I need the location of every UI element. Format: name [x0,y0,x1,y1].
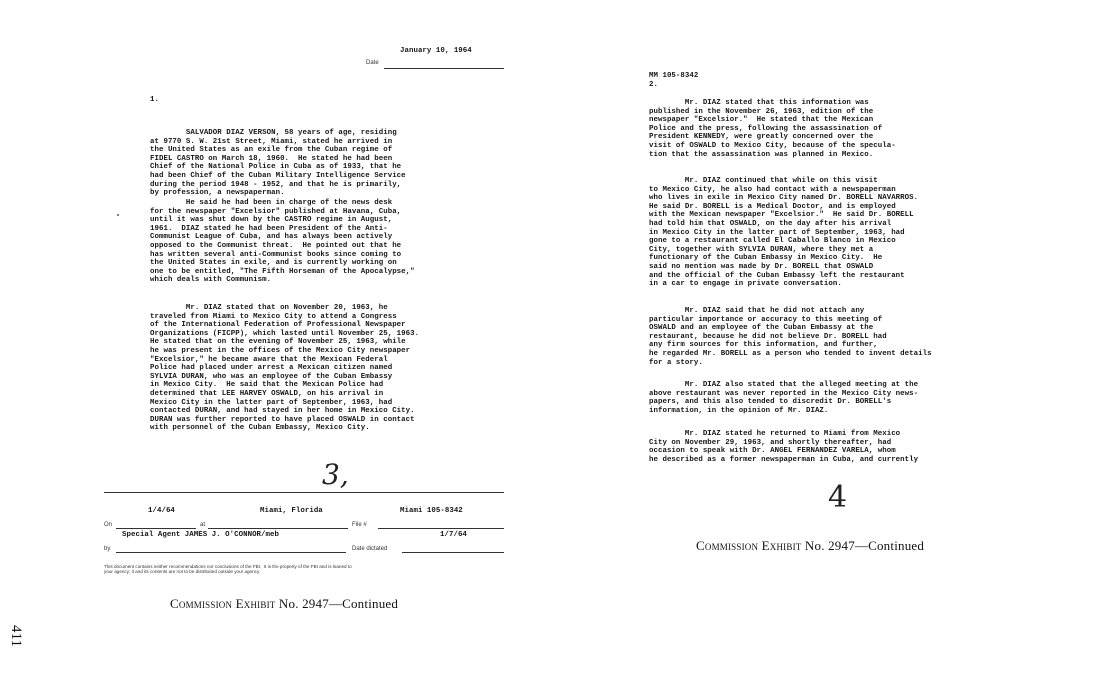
side-page-number: 411 [8,625,24,647]
form-by-rule [116,552,346,553]
form-on-rule [116,528,196,529]
page-number-left: 1. [150,96,159,104]
exhibit-caption-suffix: No. 2947—Continued [278,596,399,611]
exhibit-caption-right [696,538,924,554]
right-paragraph-5: Mr. DIAZ stated he returned to Miami from Mexico City on November 29, 1963, and shortly thereafter, had occasion to speak with Dr. ANGEL FERNANDEZ VARELA, whom he described as a former newspaperman in Cuba, and currently [649,430,919,464]
form-file-number: Miami 105-8342 [400,507,463,515]
form-location: Miami, Florida [260,507,323,515]
right-paragraph-2: Mr. DIAZ continued that while on this visit to Mexico City, he also had contact with a newspaperman who lives in exile in Mexico City named Dr. BORELL NAVARROS. He said Dr. BORELL is a Medical Doctor, and is employed with the Mexican newspaper "Excelsior." He said Dr. BORELL had told him that OSWALD, on the day after his arrival in Mexico City in the latter part of September, 1963, had gone to a restaurant called El Caballo Blanco in Mexico City, together with SYLVIA DURAN, where they met a functionary of the Cuban Embassy in Mexico City. He said no mention was made by Dr. BORELL that OSWALD and the official of the Cuban Embassy left the restaurant in a car to engage in private conversation. [649,177,919,289]
file-reference: MM 105-8342 [649,72,699,80]
form-on-label: On [104,522,113,528]
right-paragraph-4: Mr. DIAZ also stated that the alleged meeting at the above restaurant was never reported in the Mexico City news- papers, and this also tended to discredit Dr. BORELL's information, in the opinion of Mr. DIAZ. [649,381,919,415]
form-top-rule [104,492,504,493]
form-dictated-label: Date dictated [352,546,388,552]
form-file-label: File # [352,522,367,528]
right-paragraph-3: Mr. DIAZ said that he did not attach any particular importance or accuracy to this meeting of OSWALD and an employee of the Cuban Embassy at the restaurant, because he did not believe Dr. BORELL had any firm sources for this information, and further, he regarded Mr. BORELL as a person who tended to invent details for a story. [649,307,932,367]
form-by-label: by [104,546,111,552]
form-file-rule [378,528,504,529]
form-dictated-date: 1/7/64 [440,531,467,539]
page-number-right: 2. [649,81,658,89]
left-paragraph-2: He said he had been in charge of the news desk for the newspaper "Excelsior" published at Havana, Cuba, until it was shut down by the CASTRO regime in August, 1961. DIAZ stated he had been President of the Anti- Communist League of Cuba, and has always been actively opposed to the Communist threat. He pointed out that he has written several anti-Communist books since coming to the United States in exile, and is currently working on one to be entitled, "The Fifth Horseman of the Apocalypse," which deals with Communism. [150,199,415,285]
handwritten-page-number-right: 4 [828,480,848,515]
right-paragraph-1: Mr. DIAZ stated that this information was published in the November 26, 1963, edition of the newspaper "Excelsior." He stated that the Mexican Police and the press, following the assassination of President KENNEDY, were greatly concerned over the visit of OSWALD to Mexico City, because of the specula- tion that the assassination was planned in Mexico. [649,99,896,159]
date-label: Date [366,60,379,66]
form-by-agent: Special Agent JAMES J. O'CONNOR/meb [122,531,279,539]
exhibit-caption-left [170,596,398,612]
form-on-date: 1/4/64 [148,507,175,515]
form-at-label: at [200,522,206,528]
fbi-footer-note: This document contains neither recommendations nor conclusions of the FBI. It is the property of the FBI and is loaned to your agency; it and its contents are not to be distributed outside your agency. [104,564,352,575]
scan-speck [117,214,119,216]
exhibit-caption-prefix: Commission Exhibit [170,596,276,611]
left-paragraph-3: Mr. DIAZ stated that on November 20, 1963, he traveled from Miami to Mexico City to attend a Congress of the International Federation of Professional Newspaper Organizations (FICPP), which lasted until November 25, 1963. He stated that on the evening of November 25, 1963, while he was present in the offices of the Mexico City newspaper "Excelsior," he became aware that the Mexican Federal Police had placed under arrest a Mexican citizen named SYLVIA DURAN, who was an employee of the Cuban Embassy in Mexico City. He said that the Mexican Police had determined that LEE HARVEY OSWALD, on his arrival in Mexico City in the latter part of September, 1963, had contacted DURAN, and had stayed in her home in Mexico City. DURAN was further reported to have placed OSWALD in contact with personnel of the Cuban Embassy, Mexico City. [150,304,420,433]
handwritten-page-number: 3, [322,458,349,491]
exhibit-caption-suffix: No. 2947—Continued [804,538,925,553]
form-dictated-rule [402,552,504,553]
form-at-rule [208,528,348,529]
document-date: January 10, 1964 [400,47,472,55]
left-paragraph-1: SALVADOR DIAZ VERSON, 58 years of age, residing at 9770 S. W. 21st Street, Miami, stated he arrived in the United States as an exile from the Cuban regime of FIDEL CASTRO on March 18, 1960. He stated he had been Chief of the National Police in Cuba as of 1933, that he had been Chief of the Cuban Military Intelligence Service during the period 1948 - 1952, and that he is primarily, by profession, a newspaperman. [150,129,406,198]
exhibit-caption-prefix: Commission Exhibit [696,538,802,553]
date-rule [384,68,504,69]
